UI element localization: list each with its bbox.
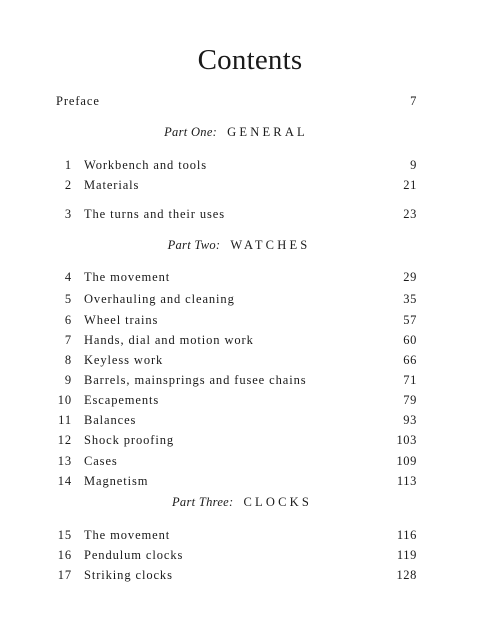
chapter-page: 60 <box>403 333 417 347</box>
chapter-page: 79 <box>403 393 417 407</box>
part-heading-2 <box>0 238 489 253</box>
chapter-number: 10 <box>57 393 72 407</box>
chapter-title: Barrels, mainsprings and fusee chains <box>84 373 307 387</box>
chapter-page: 57 <box>403 313 417 327</box>
chapter-page: 119 <box>396 548 417 562</box>
chapter-page: 29 <box>403 270 417 284</box>
chapter-number: 17 <box>57 568 72 582</box>
chapter-page: 109 <box>396 454 417 468</box>
chapter-title: Wheel trains <box>84 313 159 327</box>
part-name: GENERAL <box>227 125 308 139</box>
chapter-page: 21 <box>403 178 417 192</box>
chapter-page: 9 <box>410 158 417 172</box>
chapter-number: 15 <box>57 528 72 542</box>
chapter-page: 103 <box>396 433 417 447</box>
chapter-page: 116 <box>396 528 417 542</box>
chapter-page: 113 <box>396 474 417 488</box>
part-heading-3 <box>0 495 492 510</box>
chapter-page: 71 <box>403 373 417 387</box>
chapter-number: 7 <box>64 333 72 347</box>
preface-label: Preface <box>56 94 100 108</box>
chapter-title: Overhauling and cleaning <box>84 292 235 306</box>
chapter-number: 13 <box>57 454 72 468</box>
part-prefix: Part Two: <box>167 238 221 252</box>
chapter-title: Materials <box>84 178 140 192</box>
chapter-title: The movement <box>84 528 171 542</box>
chapter-title: Magnetism <box>84 474 149 488</box>
chapter-page: 93 <box>403 413 417 427</box>
chapter-title: The movement <box>84 270 171 284</box>
chapter-title: Workbench and tools <box>84 158 208 172</box>
chapter-title: The turns and their uses <box>84 207 226 221</box>
chapter-number: 6 <box>64 313 72 327</box>
page-title: Contents <box>197 44 303 76</box>
chapter-number: 11 <box>58 413 72 427</box>
chapter-title: Striking clocks <box>84 568 173 582</box>
chapter-number: 2 <box>64 178 72 192</box>
part-name: WATCHES <box>230 238 311 252</box>
chapter-title: Hands, dial and motion work <box>84 333 254 347</box>
chapter-title: Balances <box>84 413 137 427</box>
chapter-title: Escapements <box>84 393 160 407</box>
part-heading-1 <box>0 125 486 140</box>
chapter-number: 16 <box>57 548 72 562</box>
chapter-number: 1 <box>64 158 72 172</box>
part-prefix: Part One: <box>164 125 218 139</box>
chapter-title: Cases <box>84 454 118 468</box>
chapter-number: 3 <box>64 207 72 221</box>
chapter-number: 8 <box>64 353 72 367</box>
chapter-title: Keyless work <box>84 353 164 367</box>
chapter-page: 66 <box>403 353 417 367</box>
chapter-number: 4 <box>64 270 72 284</box>
chapter-page: 23 <box>403 207 417 221</box>
chapter-number: 12 <box>57 433 72 447</box>
chapter-title: Shock proofing <box>84 433 175 447</box>
chapter-number: 14 <box>57 474 72 488</box>
chapter-number: 9 <box>64 373 72 387</box>
part-name: CLOCKS <box>243 495 313 509</box>
preface-page: 7 <box>410 94 417 108</box>
part-prefix: Part Three: <box>171 495 234 509</box>
chapter-page: 35 <box>403 292 417 306</box>
chapter-title: Pendulum clocks <box>84 548 184 562</box>
chapter-number: 5 <box>64 292 72 306</box>
chapter-page: 128 <box>396 568 417 582</box>
